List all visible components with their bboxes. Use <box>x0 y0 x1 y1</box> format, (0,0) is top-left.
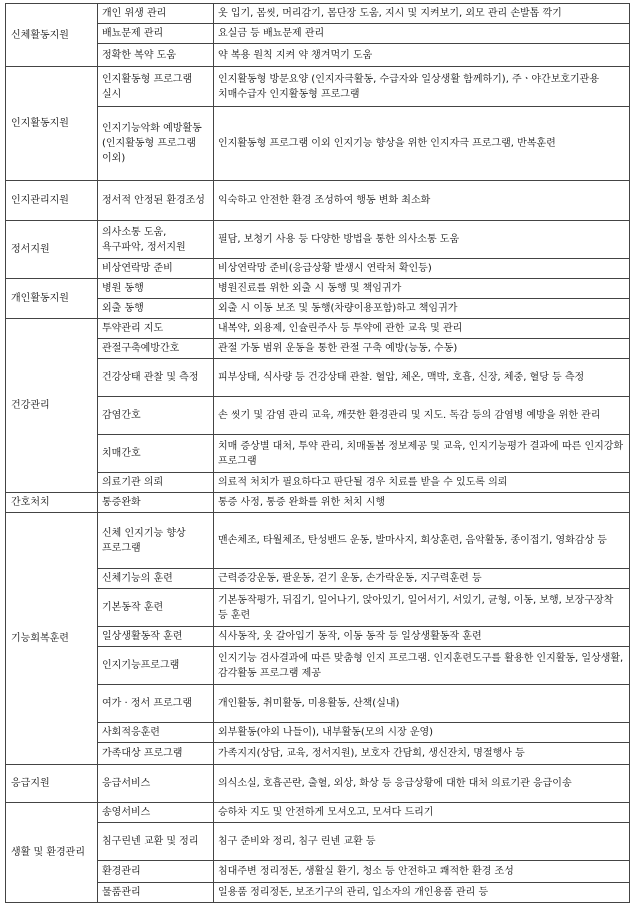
table-row <box>6 589 630 627</box>
service-description-cell: 식사동작, 옷 갈아입기 동작, 이동 동작 등 일상생활동작 훈련 <box>214 627 630 647</box>
table-row <box>6 44 630 67</box>
table-row <box>6 861 630 883</box>
table-row <box>6 765 630 803</box>
service-name-cell: 가족대상 프로그램 <box>98 743 214 765</box>
category-cell: 인지활동지원 <box>6 67 98 181</box>
service-description-cell: 기본동작평가, 뒤집기, 일어나기, 앉아있기, 일어서기, 서있기, 균형, 이동, 보행, 보장구장착 등 훈련 <box>214 589 630 627</box>
table-row <box>6 181 630 221</box>
category-cell: 건강관리 <box>6 319 98 493</box>
service-description-cell: 외부활동(야외 나들이), 내부활동(모의 시장 운영) <box>214 723 630 743</box>
service-description-cell: 병원진료를 위한 외출 시 동행 및 책임귀가 <box>214 279 630 299</box>
service-description-cell: 피부상태, 식사량 등 건강상태 관찰. 혈압, 체온, 맥박, 호흡, 신장, 체중, 혈당 등 측정 <box>214 359 630 397</box>
service-name-cell: 의료기관 의뢰 <box>98 473 214 493</box>
service-description-cell: 손 씻기 및 감염 관리 교육, 깨끗한 환경관리 및 지도. 독감 등의 감염병 예방을 위한 관리 <box>214 397 630 435</box>
service-description-cell: 인지기능 검사결과에 따른 맞춤형 인지 프로그램. 인지훈련도구를 활용한 인지활동, 일상생활, 감각활동 프로그램 제공 <box>214 647 630 685</box>
category-cell: 개인활동지원 <box>6 279 98 319</box>
service-description-cell: 의료적 처치가 필요하다고 판단될 경우 치료를 받을 수 있도록 의뢰 <box>214 473 630 493</box>
category-cell: 생활 및 환경관리 <box>6 803 98 903</box>
service-description-cell: 가족지지(상담, 교육, 정서지원), 보호자 간담회, 생신잔치, 명절행사 등 <box>214 743 630 765</box>
service-name-cell: 치매간호 <box>98 435 214 473</box>
service-name-cell: 일상생활동작 훈련 <box>98 627 214 647</box>
service-name-cell: 통증완화 <box>98 493 214 513</box>
service-name-cell: 외출 동행 <box>98 299 214 319</box>
table-row <box>6 627 630 647</box>
service-name-cell: 인지기능프로그램 <box>98 647 214 685</box>
service-description-cell: 인지활동형 프로그램 이외 인지기능 향상을 위한 인지자극 프로그램, 반복훈련 <box>214 107 630 181</box>
table-row <box>6 569 630 589</box>
table-row <box>6 107 630 181</box>
category-cell: 간호처치 <box>6 493 98 513</box>
service-description-cell: 의식소실, 호흡곤란, 출혈, 외상, 화상 등 응급상황에 대한 대처 의료기관 응급이송 <box>214 765 630 803</box>
service-name-cell: 기본동작 훈련 <box>98 589 214 627</box>
table-row <box>6 319 630 339</box>
table-row <box>6 259 630 279</box>
table-row <box>6 24 630 44</box>
service-description-cell: 근력증강운동, 팔운동, 걷기 운동, 손가락운동, 지구력훈련 등 <box>214 569 630 589</box>
service-name-cell: 환경관리 <box>98 861 214 883</box>
service-description-cell: 맨손체조, 타월체조, 탄성밴드 운동, 발마사지, 회상훈련, 음악활동, 종이접기, 영화감상 등 <box>214 513 630 569</box>
table-row <box>6 4 630 24</box>
service-name-cell: 사회적응훈련 <box>98 723 214 743</box>
service-name-cell: 병원 동행 <box>98 279 214 299</box>
service-name-cell: 침구린넨 교환 및 정리 <box>98 823 214 861</box>
service-name-cell: 배뇨문제 관리 <box>98 24 214 44</box>
service-description-cell: 승하차 지도 및 안전하게 모셔오고, 모셔다 드리기 <box>214 803 630 823</box>
service-description-cell: 외출 시 이동 보조 및 동행(차량이용포함)하고 책임귀가 <box>214 299 630 319</box>
table-row <box>6 823 630 861</box>
service-name-cell: 정확한 복약 도움 <box>98 44 214 67</box>
table-row <box>6 299 630 319</box>
service-name-cell: 개인 위생 관리 <box>98 4 214 24</box>
service-description-cell: 비상연락망 준비(응급상황 발생시 연락처 확인등) <box>214 259 630 279</box>
service-name-cell: 감염간호 <box>98 397 214 435</box>
service-name-cell: 인지활동형 프로그램 실시 <box>98 67 214 107</box>
service-name-cell: 여가 · 정서 프로그램 <box>98 685 214 723</box>
table-row <box>6 339 630 359</box>
service-description-cell: 요실금 등 배뇨문제 관리 <box>214 24 630 44</box>
service-description-cell: 익숙하고 안전한 환경 조성하여 행동 변화 최소화 <box>214 181 630 221</box>
service-description-cell: 내복약, 외용제, 인슐린주사 등 투약에 관한 교육 및 관리 <box>214 319 630 339</box>
category-cell: 신체활동지원 <box>6 4 98 67</box>
category-cell: 정서지원 <box>6 221 98 279</box>
service-name-cell: 송영서비스 <box>98 803 214 823</box>
service-name-cell: 정서적 안정된 환경조성 <box>98 181 214 221</box>
service-description-cell: 치매 증상별 대처, 투약 관리, 치매돌봄 정보제공 및 교육, 인지기능평가 결과에 따른 인지강화 프로그램 <box>214 435 630 473</box>
table-row <box>6 67 630 107</box>
care-service-document <box>5 3 629 903</box>
service-name-cell: 신체 인지기능 향상 프로그램 <box>98 513 214 569</box>
table-row <box>6 803 630 823</box>
service-description-cell: 관절 가동 범위 운동을 통한 관절 구축 예방(능동, 수동) <box>214 339 630 359</box>
table-row <box>6 435 630 473</box>
service-description-cell: 개인활동, 취미활동, 미용활동, 산책(실내) <box>214 685 630 723</box>
service-description-cell: 인지활동형 방문요양 (인지자극활동, 수급자와 일상생활 함께하기), 주ㆍ야간보호기관용 치매수급자 인지활동형 프로그램 <box>214 67 630 107</box>
service-name-cell: 물품관리 <box>98 883 214 903</box>
table-row <box>6 883 630 903</box>
table-row <box>6 493 630 513</box>
table-row <box>6 397 630 435</box>
care-service-table <box>5 3 630 903</box>
service-description-cell: 침구 준비와 정리, 침구 린넨 교환 등 <box>214 823 630 861</box>
service-description-cell: 옷 입기, 몸씻, 머리감기, 몸단장 도움, 지시 및 지켜보기, 외모 관리 손발톱 깍기 <box>214 4 630 24</box>
table-row <box>6 473 630 493</box>
service-description-cell: 통증 사정, 통증 완화를 위한 처치 시행 <box>214 493 630 513</box>
service-name-cell: 인지기능악화 예방활동 (인지활동형 프로그램 이외) <box>98 107 214 181</box>
service-description-cell: 약 복용 원칙 지켜 약 챙겨먹기 도움 <box>214 44 630 67</box>
service-description-cell: 일용품 정리정돈, 보조기구의 관리, 입소자의 개인용품 관리 등 <box>214 883 630 903</box>
category-cell: 응급지원 <box>6 765 98 803</box>
service-name-cell: 건강상태 관찰 및 측정 <box>98 359 214 397</box>
category-cell: 기능회복훈련 <box>6 513 98 765</box>
table-row <box>6 359 630 397</box>
table-row <box>6 221 630 259</box>
service-name-cell: 투약관리 지도 <box>98 319 214 339</box>
service-description-cell: 필담, 보청기 사용 등 다양한 방법을 통한 의사소통 도움 <box>214 221 630 259</box>
table-row <box>6 685 630 723</box>
table-row <box>6 723 630 743</box>
service-name-cell: 관절구축예방간호 <box>98 339 214 359</box>
service-name-cell: 신체기능의 훈련 <box>98 569 214 589</box>
table-row <box>6 279 630 299</box>
table-row <box>6 647 630 685</box>
service-description-cell: 침대주변 정리정돈, 생활실 환기, 청소 등 안전하고 쾌적한 환경 조성 <box>214 861 630 883</box>
table-row <box>6 743 630 765</box>
table-row <box>6 513 630 569</box>
service-name-cell: 의사소통 도움, 욕구파악, 정서지원 <box>98 221 214 259</box>
service-name-cell: 응급서비스 <box>98 765 214 803</box>
category-cell: 인지관리지원 <box>6 181 98 221</box>
service-name-cell: 비상연락망 준비 <box>98 259 214 279</box>
